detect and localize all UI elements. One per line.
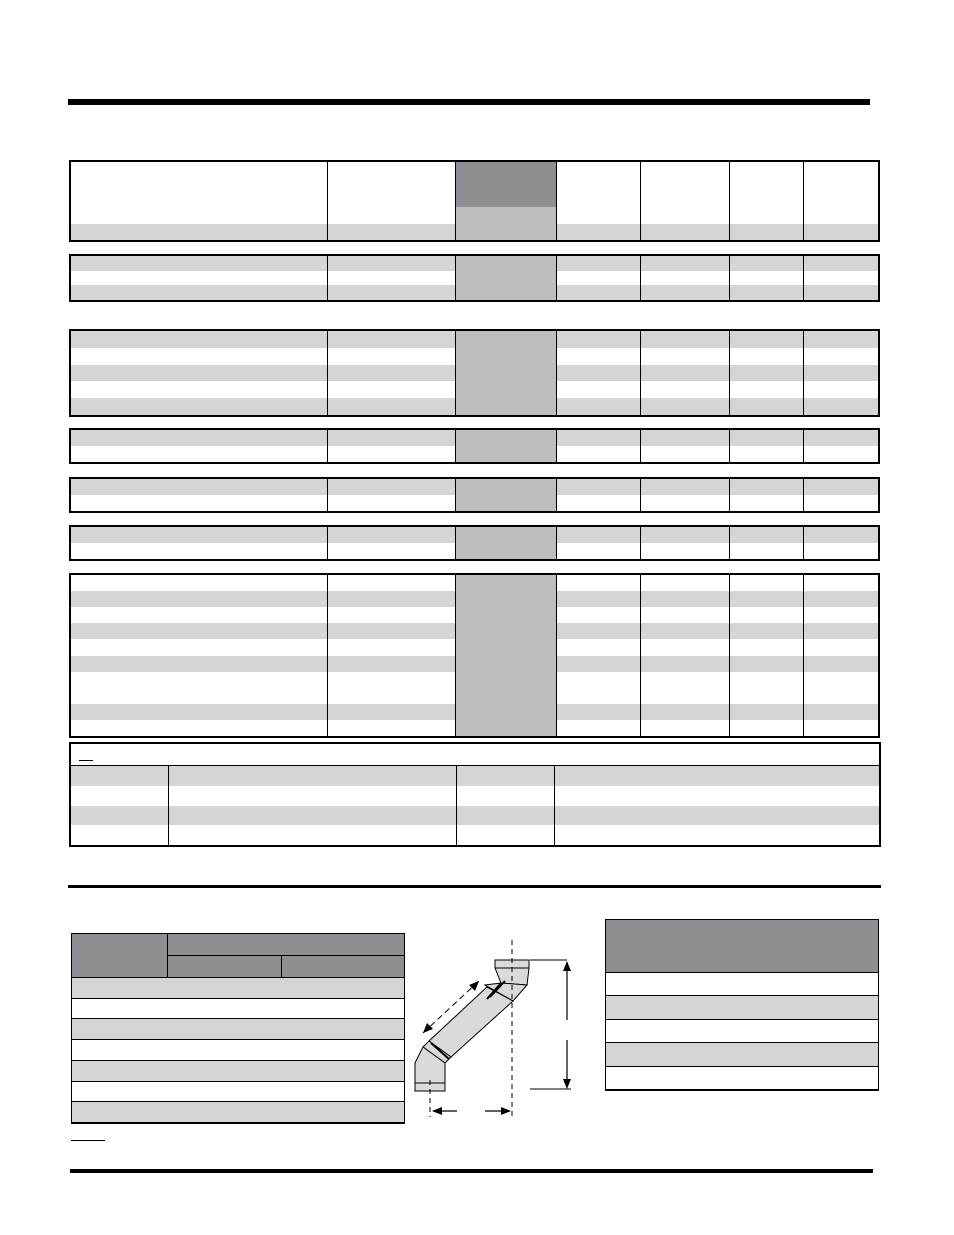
offset-table-header-sub [168,956,404,977]
table-row [72,1082,404,1103]
table-row [606,1020,878,1043]
table-row [606,973,878,996]
highlight-column [456,527,556,559]
section-rule [68,885,881,888]
table-row [606,1067,878,1090]
highlight-column [456,575,556,736]
highlight-column [456,207,556,240]
table-row [71,766,879,786]
table-band [69,525,880,561]
table-row [71,825,879,845]
reference-table-rows [606,973,878,1090]
offset-pipe-elbow-icon [405,935,585,1125]
table-row [72,999,404,1020]
notes-table [69,742,881,847]
reference-table [605,919,879,1091]
table-row [606,1043,878,1066]
table-band [69,573,880,738]
highlight-column [456,256,556,300]
offset-table-header-top [168,934,404,955]
highlight-column [456,331,556,415]
notes-rows [71,766,879,845]
table-row [71,806,879,826]
notes-marker [79,760,93,761]
table-row [72,1019,404,1040]
highlight-column [456,479,556,511]
main-table-header [69,160,880,209]
footnote-marker [71,1140,105,1141]
highlight-column [456,430,556,462]
table-band [69,207,880,242]
offset-table-rows [72,978,404,1123]
top-rule [68,99,870,105]
table-row [72,1061,404,1082]
table-band [69,477,880,513]
offset-table [71,933,405,1124]
table-row [72,1040,404,1061]
table-row [606,996,878,1019]
table-row [71,786,879,806]
table-band [69,254,880,302]
table-row [72,1102,404,1123]
reference-table-header [606,920,878,973]
table-band [69,329,880,417]
offset-table-header-left [72,934,167,977]
highlight-column-header [456,162,556,207]
table-row [72,978,404,999]
bottom-rule [70,1169,873,1173]
table-band [69,428,880,464]
